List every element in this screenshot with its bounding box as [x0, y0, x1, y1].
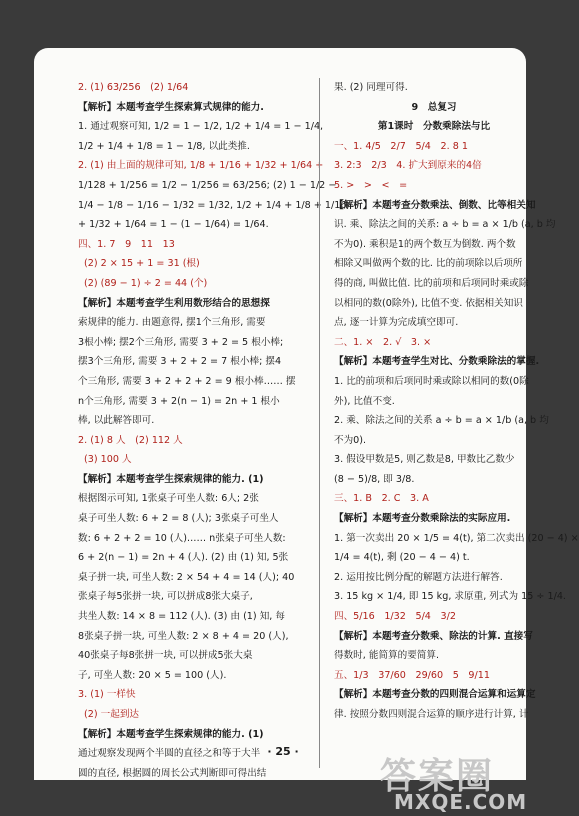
left-line: 桌子可坐人数: 6 + 2 = 8 (人); 3张桌子可坐人 — [78, 513, 279, 525]
page-number: · 25 · — [267, 745, 299, 758]
left-line: 40张桌子每8张拼一块, 可以拼成5张大桌 — [78, 650, 253, 662]
left-line: 1/128 + 1/256 = 1/2 − 1/256 = 63/256; (2) 1 − 1/2 − — [78, 179, 337, 191]
right-line: (8 − 5)/8, 即 3/8. — [334, 473, 415, 485]
left-column — [78, 78, 347, 783]
left-line: 2. (1) 63/256 (2) 1/64 — [78, 82, 189, 93]
left-line: 数: 6 + 2 + 2 = 10 (人)…… n张桌子可坐人数: — [78, 532, 286, 544]
left-line: 摆3个三角形, 需要 3 + 2 + 2 = 7 根小棒; 摆4 — [78, 356, 282, 368]
left-line: 个三角形, 需要 3 + 2 + 2 + 2 = 9 根小棒…… 摆 — [78, 375, 296, 387]
left-line: 共坐人数: 14 × 8 = 112 (人). (3) 由 (1) 知, 每 — [78, 611, 285, 623]
right-line: 一、1. 4/5 2/7 5/4 2. 8 1 — [334, 140, 468, 152]
right-column — [334, 78, 579, 725]
right-line: 以相同的数(0除外), 比值不变. 依据相关知识 — [334, 297, 523, 309]
right-line: 识. 乘、除法之间的关系: a ÷ b = a × 1/b (a, b 均 — [334, 219, 556, 231]
right-line: 3. 15 kg × 1/4, 即 15 kg, 求原重, 列式为 15 ÷ 1/4. — [334, 591, 566, 603]
right-line: 【解析】本题考查分数的四则混合运算和运算定 — [334, 689, 536, 701]
left-line: (3) 100 人 — [84, 454, 132, 466]
right-line: 2. 乘、除法之间的关系 a ÷ b = a × 1/b (a, b 均 — [334, 415, 549, 427]
right-line: 律. 按照分数四则混合运算的顺序进行计算, 计 — [334, 709, 529, 720]
left-line: 圆的直径, 根据圆的周长公式判断即可得出结 — [78, 767, 267, 779]
right-line: 果. (2) 同理可得. — [334, 82, 408, 93]
right-line: 得的商, 叫做比值. 比的前项和后项同时乘或除 — [334, 277, 529, 289]
right-line: 五、1/3 37/60 29/60 5 9/11 — [334, 669, 490, 681]
left-line: 索规律的能力. 由题意得, 摆1个三角形, 需要 — [78, 317, 266, 329]
left-line: 【解析】本题考查学生探索算式规律的能力. — [78, 101, 264, 113]
left-line: 3根小棒; 摆2个三角形, 需要 3 + 2 = 5 根小棒; — [78, 336, 284, 348]
left-line: + 1/32 + 1/64 = 1 − (1 − 1/64) = 1/64. — [78, 219, 269, 231]
right-line: 【解析】本题考查学生对比、分数乘除法的掌握. — [334, 356, 540, 368]
right-line: 不为0). 乘积是1的两个数互为倒数. 两个数 — [334, 238, 516, 250]
right-line: 得数时, 能简算的要简算. — [334, 650, 440, 662]
right-line: 1. 第一次卖出 20 × 1/5 = 4(t), 第二次卖出 (20 − 4) × — [334, 532, 579, 544]
left-line: (2) 一起到达 — [84, 709, 140, 720]
left-line: 6 + 2(n − 1) = 2n + 4 (人). (2) 由 (1) 知, 5张 — [78, 552, 289, 564]
watermark-url: MXQE.COM — [394, 790, 528, 814]
right-line: 【解析】本题考查分数乘除法的实际应用. — [334, 513, 511, 525]
left-line: 根据图示可知, 1张桌子可坐人数: 6人; 2张 — [78, 493, 259, 505]
left-line: 3. (1) 一样快 — [78, 689, 136, 701]
right-line: 外), 比值不变. — [334, 395, 395, 407]
right-line: 5. > > < = — [334, 179, 408, 191]
right-line: 3. 假设甲数是5, 则乙数是8, 甲数比乙数少 — [334, 454, 515, 466]
right-line: 二、1. × 2. √ 3. × — [334, 336, 432, 348]
right-line: 2. 运用按比例分配的解题方法进行解答. — [334, 571, 503, 583]
left-line: 2. (1) 由上面的规律可知, 1/8 + 1/16 + 1/32 + 1/64 + — [78, 160, 324, 172]
textbook-page — [34, 48, 579, 780]
left-line: (2) (89 − 1) ÷ 2 = 44 (个) — [84, 277, 208, 289]
right-line: 第1课时 分数乘除法与比 — [377, 121, 491, 133]
left-line: 子, 可坐人数: 20 × 5 = 100 (人). — [78, 669, 227, 681]
right-line: 点, 逐一计算为完成填空即可. — [334, 317, 459, 329]
left-line: 【解析】本题考查学生探索规律的能力. (1) — [78, 728, 264, 740]
left-line: 8张桌子拼一块, 可坐人数: 2 × 8 + 4 = 20 (人), — [78, 630, 289, 642]
right-line: 四、5/16 1/32 5/4 3/2 — [334, 611, 456, 623]
left-line: 张桌子每5张拼一块, 可以拼成8张大桌子, — [78, 591, 253, 603]
right-line: 相除又叫做两个数的比. 比的前项除以后项所 — [334, 258, 523, 270]
left-line: 【解析】本题考查学生利用数形结合的思想探 — [78, 297, 270, 309]
left-line: (2) 2 × 15 + 1 = 31 (根) — [84, 258, 200, 270]
right-line: 三、1. B 2. C 3. A — [334, 493, 429, 505]
left-line: 1/2 + 1/4 + 1/8 = 1 − 1/8, 以此类推. — [78, 140, 250, 152]
left-line: 棒, 以此解答即可. — [78, 415, 155, 427]
right-line: 3. 2:3 2/3 4. 扩大到原来的4倍 — [334, 160, 482, 172]
column-divider — [319, 78, 320, 768]
right-line: 【解析】本题考查分数乘法、倒数、比等相关知 — [334, 199, 536, 211]
left-line: 四、1. 7 9 11 13 — [78, 238, 175, 250]
right-line: 1/4 = 4(t), 剩 (20 − 4 − 4) t. — [334, 552, 470, 564]
right-line: 【解析】本题考查分数乘、除法的计算. 直接写 — [334, 630, 533, 642]
left-line: 1/4 − 1/8 − 1/16 − 1/32 = 1/32, 1/2 + 1/4 + 1/8 + 1/16 — [78, 199, 347, 211]
watermark-logo-text: 答案圈 — [380, 756, 495, 797]
left-line: 桌子拼一块, 可坐人数: 2 × 54 + 4 = 14 (人); 40 — [78, 571, 295, 583]
left-line: 【解析】本题考查学生探索规律的能力. (1) — [78, 473, 264, 485]
right-line: 1. 比的前项和后项同时乘或除以相同的数(0除 — [334, 375, 529, 387]
left-line: n个三角形, 需要 3 + 2(n − 1) = 2n + 1 根小 — [78, 395, 280, 407]
left-line: 2. (1) 8 人 (2) 112 人 — [78, 434, 183, 446]
left-line: 通过观察发现两个半圆的直径之和等于大半 — [78, 748, 261, 760]
right-line: 不为0). — [334, 434, 367, 446]
right-line: 9 总复习 — [411, 101, 457, 113]
left-line: 1. 通过观察可知, 1/2 = 1 − 1/2, 1/2 + 1/4 = 1 − 1/4, — [78, 121, 324, 133]
